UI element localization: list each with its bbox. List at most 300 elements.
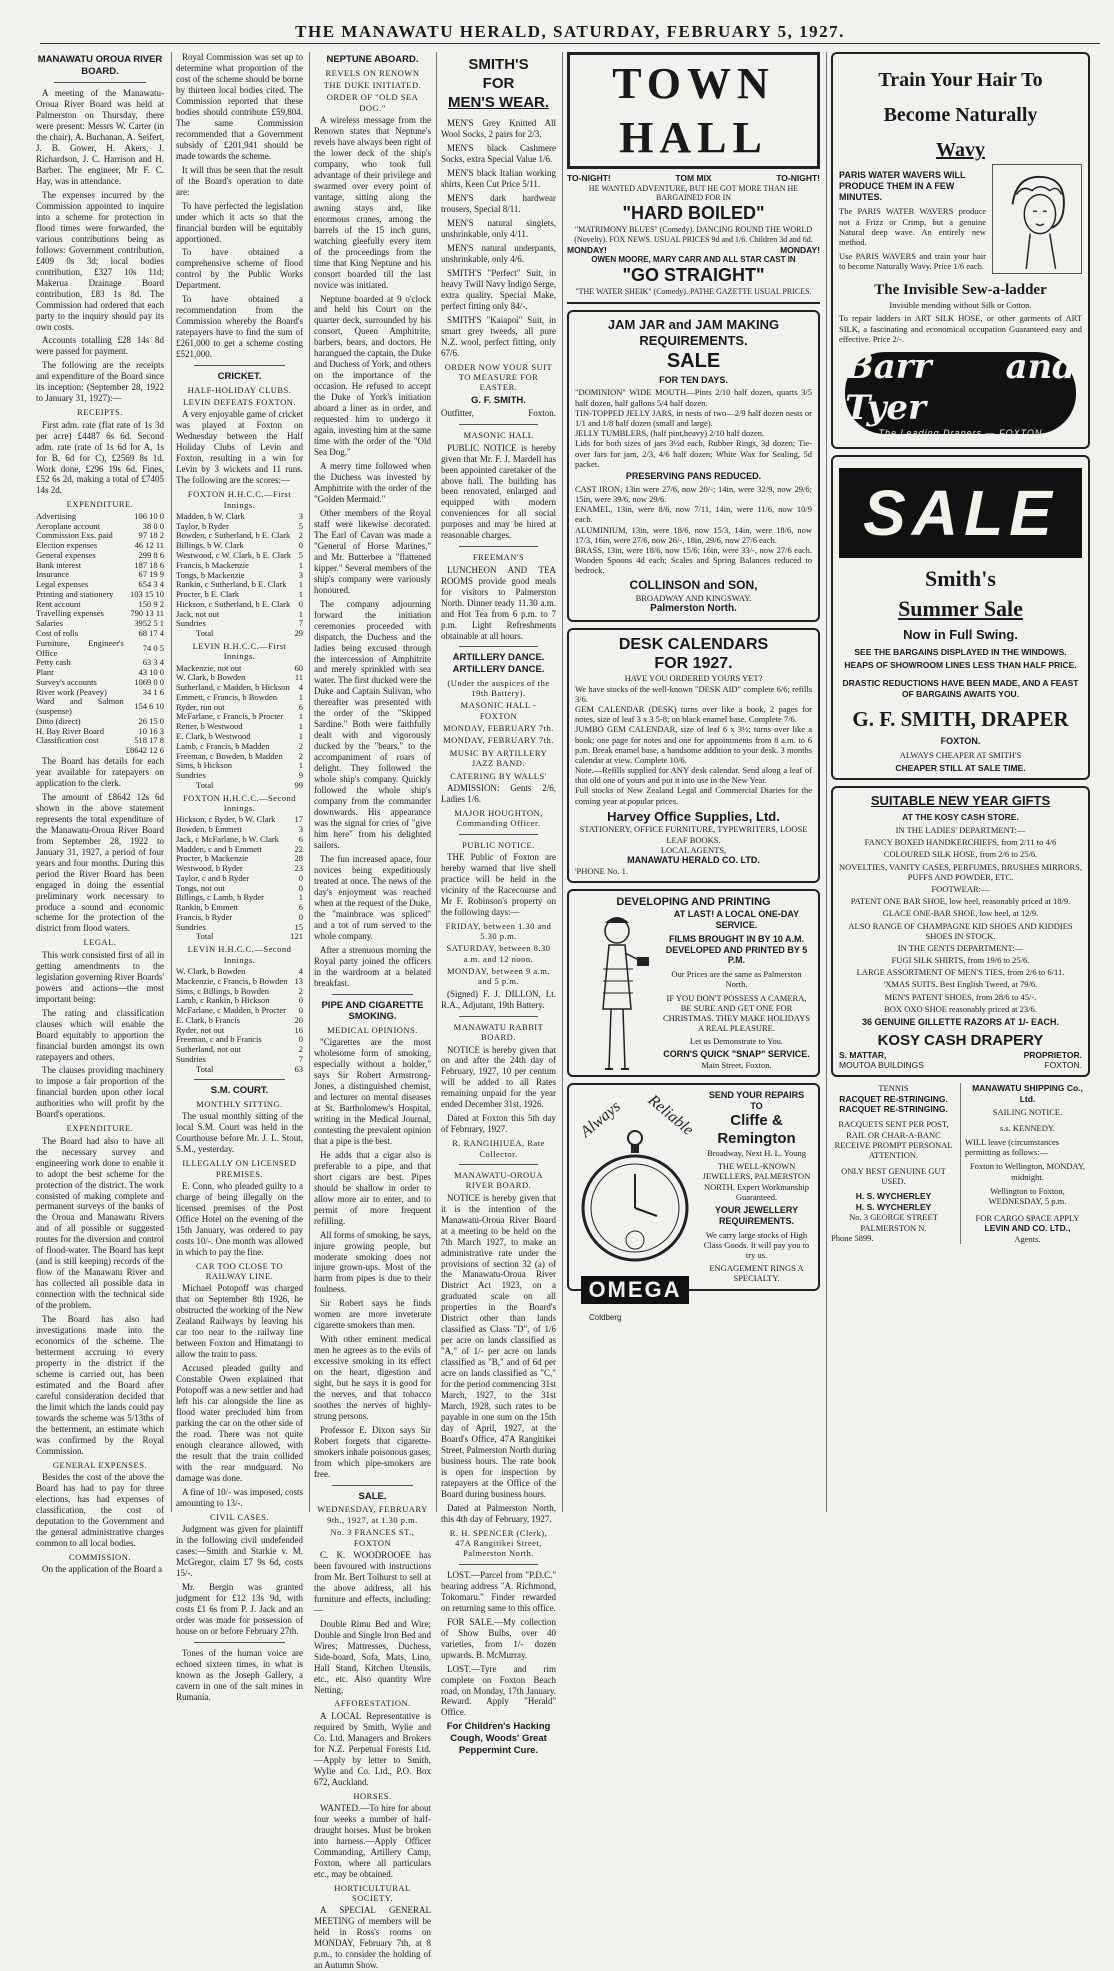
levin-heading: LEVIN DEFEATS FOXTON. — [182, 397, 297, 408]
classified-forsale: FOR SALE.—My collection of Show Bulbs, over 40 varieties, from 1/- dozen upwards. B. McMurray. — [441, 1616, 556, 1660]
runs: 4 — [298, 682, 303, 693]
divider — [459, 1016, 538, 1017]
ledger-item: Ditto (direct) — [36, 715, 81, 726]
article-paragraph: The usual monthly sitting of the local S.M. Court was held in the Courthouse before Mr. J. L. Stout, S.M., yesterday. — [176, 1111, 303, 1155]
neptune-subheading: REVELS ON RENOWN — [325, 67, 420, 78]
article-paragraph: Mr. Bergin was granted judgment for £12 13s 9d, with costs £1 6s from P. J. Jack and an order was made for possession of house on or before February 27th. — [176, 1582, 303, 1636]
batsman: Ryder, run out — [176, 701, 225, 712]
article-paragraph: A merry time followed when the Duchess was invested by Amphitrite with the order of the "Golden Mermaid." — [314, 461, 431, 504]
ledger-item: Plant — [36, 667, 54, 678]
town-hall-monday — [567, 245, 820, 255]
artillery-catering: CATERING BY WALLS' — [450, 770, 547, 781]
pocket-watch-illustration — [575, 1090, 695, 1330]
tennis-name: H. S. WYCHERLEY — [855, 1191, 932, 1202]
sale-place: No. 3 FRANCES ST., FOXTON — [330, 1527, 415, 1548]
article-paragraph: Double Rimu Bed and Wire; Double and Single Iron Bed and Wires; Mattresses, Duchess, Side-board, Sofa, Mats, Lino, Hall Stand, Kitchen Utensils, etc., etc. Also quantity Wire Netting. — [314, 1618, 431, 1695]
ledger-item: Insurance — [36, 569, 70, 580]
article-paragraph: Other members of the Royal staff were likewise decorated. The Earl of Cavan was made a "General of Horse Marines," and Mr. Butterbee a "flattened kipper." Several members of the ship's company were variously honoured. — [314, 507, 431, 595]
jam-line: ENAMEL, 13in, were 8/6, now 7/11, 14in, were 11/6, now 10/9 each. — [575, 504, 812, 525]
jam-line: JELLY TUMBLERS, (half pint,heavy) 2/10 half dozen. — [575, 428, 765, 439]
article-paragraph: Royal Commission was set up to determine what proportion of the cost of the scheme should be borne by thirteen local bodies cited. The Commission reported that these bodies should contribute £59,804. The same Commission recommended that a Government subsidy of £201,941 should be made towards the scheme. — [176, 52, 303, 161]
article-paragraph: A fine of 10/- was imposed, costs amounting to 13/-. — [176, 1486, 303, 1508]
summer-sale-line: SEE THE BARGAINS DISPLAYED IN THE WINDOWS. — [854, 646, 1067, 657]
notice-paragraph: THE Public of Foxton are hereby warned that live shell practice will be held in the vicinity of the Racecourse and Mr F. Robinson's property on the following days:— — [441, 851, 556, 917]
batsman: E. Clark, b Westwood — [176, 730, 251, 741]
smiths-item: MEN'S natural underpants, unshrinkable, only 4/6. — [441, 242, 556, 264]
sewladder-title: The Invisible Sew-a-ladder — [874, 282, 1047, 298]
oroua-board-heading: MANAWATU-OROUA RIVER BOARD. — [454, 1169, 543, 1191]
article-paragraph: This work consisted first of all in getting amendments to the legislation governing River Boards' powers and actions—the most important being: — [36, 949, 164, 1004]
smiths-item: MEN'S natural singlets, unshrinkable, only 4/11. — [441, 218, 556, 239]
ledger-amount: 518 17 8 — [134, 735, 164, 746]
ledger-amount: 34 1 6 — [142, 686, 164, 697]
gift-item: FANCY BOXED HANDKERCHIEFS, from 2/11 to 4/6 — [864, 837, 1057, 848]
gift-item: PATENT ONE BAR SHOE, low heel, reasonably priced at 18/9. — [850, 896, 1071, 907]
batsman: Sutherland, c Madden, b Hickson — [176, 682, 290, 693]
developing-title: DEVELOPING AND PRINTING — [616, 895, 771, 908]
summer-sale-title: Smith's — [925, 566, 996, 591]
jam-title: JAM JAR and JAM MAKING REQUIREMENTS. — [607, 317, 780, 349]
gf-smith-name: G. F. SMITH. — [471, 394, 526, 406]
town-hall-line: "THE WATER SHEIK" (Comedy). PATHE GAZETTE USUAL PRICES. — [575, 286, 812, 296]
gift-item: BOX OXO SHOE reasonably priced at 23/6. — [884, 1003, 1037, 1014]
developing-line: IF YOU DON'T POSSESS A CAMERA, BE SURE AND GET ONE FOR CHRISTMAS. THEY MAKE HOLIDAYS A REAL PLEASURE. — [662, 992, 811, 1034]
notice-date: Dated at Palmerston North, this 4th day of February, 1927. — [441, 1502, 556, 1524]
article-paragraph: Tones of the human voice are echoed sixteen times, in what is known as the Joseph Gallery, a cavern in one of the salt mines in Rumania. — [176, 1647, 303, 1702]
omega-line: THE WELL-KNOWN JEWELLERS, PALMERSTON NORTH. Expert Workmanship Guaranteed. — [702, 1161, 811, 1202]
article-paragraph: C. K. WOODROOFE has been favoured with instructions from Mr. Bert Tolhurst to sell at the above address, all his furniture and effects, including:— — [314, 1549, 431, 1615]
column-neptune — [309, 52, 431, 1971]
runs: 0 — [298, 598, 303, 609]
monday-label: MONDAY! — [567, 244, 607, 255]
divider — [459, 646, 538, 647]
jam-ad — [567, 310, 820, 622]
expenditure-heading-2: EXPENDITURE. — [66, 1123, 134, 1134]
scorecard — [176, 815, 303, 932]
rabbit-board-heading: MANAWATU RABBIT BOARD. — [453, 1021, 544, 1043]
desk-line: STATIONERY, OFFICE FURNITURE, TYPEWRITERS, LOOSE LEAF BOOKS. — [579, 824, 808, 845]
runs: 23 — [294, 863, 303, 874]
omega-line: ENGAGEMENT RINGS A SPECIALTY. — [709, 1263, 804, 1284]
scorecard — [176, 967, 303, 1065]
batsman: Madden, b W. Clark — [176, 510, 245, 521]
column-advertisements — [562, 52, 820, 1512]
runs: 5 — [298, 520, 303, 531]
jam-line: "DOMINION" WIDE MOUTH—Pints 2/10 half dozen, quarts 3/5 half dozen, half gallons 5/4 half dozen. — [575, 387, 812, 408]
hair-title: Become Naturally — [883, 104, 1038, 126]
runs: 0 — [298, 872, 303, 883]
gifts-store: AT THE KOSY CASH STORE. — [902, 811, 1019, 822]
kosy-address: MOUTOA BUILDINGS — [839, 1060, 924, 1070]
article-paragraph: The Board has also had investigations made into the economics of the scheme. The betterment accruing to every property in the district if the scheme is carried out, has been estimated and the Board after careful consideration decided that the limit which the lands could pay towards the scheme was 5/13ths of the betterment, an estimate which was confirmed by the Royal Commission. — [36, 1314, 164, 1456]
innings-heading: FOXTON H.H.C.C.—Second Innings. — [182, 792, 297, 813]
summer-sale-line: DRASTIC REDUCTIONS HAVE BEEN MADE, AND A FEAST OF BARGAINS AWAITS YOU. — [842, 678, 1079, 699]
masthead — [40, 22, 1100, 44]
article-paragraph: With other eminent medical men he agrees as to the evils of excessive smoking in its effect on the heart, digestion and sight, but he says it is good for the nerves, and that tobacco soothes the nerves of highly-strung persons. — [314, 1334, 431, 1422]
gift-item: LARGE ASSORTMENT OF MEN'S TIES, from 2/6 to 6/11. — [856, 967, 1065, 978]
runs: 2 — [298, 1044, 303, 1055]
sale-banner: SALE — [839, 468, 1082, 558]
summer-sale-line: HEAPS OF SHOWROOM LINES LESS THAN HALF PRICE. — [844, 660, 1077, 671]
developing-firm: CORN'S QUICK "SNAP" SERVICE. — [663, 1049, 810, 1060]
town-hall-line: HE WANTED ADVENTURE, BUT HE GOT MORE THAN HE BARGAINED FOR IN — [588, 183, 799, 203]
sale-date: WEDNESDAY, FEBRUARY 9th., 1927, at 1.30 p.m. — [317, 1504, 428, 1525]
batsman: Mackenzie, c Francis, b Bowden — [176, 975, 288, 986]
score-total-row — [176, 781, 303, 791]
batsman: Freeman, c and b Francis — [176, 1034, 262, 1045]
article-paragraph: The company adjourning forward the initiation ceremonies proceeded with dispatch, the Duchess and the ladies being excused through the intercession of Amphitrite and merely sprinkled with sea water. The first ducked were the Duke and Captain Sulivan, who thereafter was presented with the order of the "Skipped Sardine." Both were faithfully dealt with and vigorously ducked by the "bears," to the accompaniment of roars of delight. They followed the whole ship's company. Quickly followed the whole ship's company from the commander downwards. His appearance was the signal for cries of "give him here" from his delighted sailors. — [314, 598, 431, 850]
case-heading: CIVIL CASES. — [209, 1511, 270, 1522]
article-paragraph: Sir Robert says he finds women are more inveterate cigarette smokers than men. — [314, 1298, 431, 1331]
desk-question: HAVE YOU ORDERED YOURS YET? — [624, 673, 763, 684]
case-heading: CAR TOO CLOSE TO RAILWAY LINE. — [196, 1260, 283, 1282]
omega-firm: Remington — [717, 1130, 796, 1148]
shipping-ship: s.s. KENNEDY. — [999, 1123, 1056, 1134]
runs: 1 — [298, 559, 303, 570]
shipping-ad — [965, 1083, 1090, 1244]
smiths-item: MEN'S Grey Knitted All Wool Socks, 2 pairs for 2/3. — [441, 118, 556, 140]
desk-agents: LOCAL AGENTS, — [660, 844, 727, 855]
runs: 1 — [298, 691, 303, 702]
article-paragraph: On the application of the Board a — [42, 1564, 162, 1575]
order-now: ORDER NOW YOUR SUIT TO MEASURE FOR EASTER. — [444, 361, 553, 393]
ledger-item: General expenses — [36, 549, 96, 560]
runs: 11 — [294, 672, 303, 683]
bottom-ads-row — [831, 1083, 1090, 1244]
batsman: Hickson, c Ryder, b W. Clark — [176, 814, 276, 825]
hair-title: Wavy — [936, 139, 985, 161]
ledger-amount: 26 15 0 — [138, 715, 164, 726]
shipping-title: MANAWATU SHIPPING Co., Ltd. — [972, 1083, 1083, 1104]
ledger-amount: 68 17 4 — [138, 627, 164, 638]
town-hall-line: OWEN MOORE, MARY CARR AND ALL STAR CAST IN — [591, 255, 796, 265]
shipping-line: Foxton to Wellington, MONDAY, midnight. — [969, 1161, 1086, 1182]
kosy-address-line — [839, 1060, 1082, 1070]
outfitter-label: Outfitter, — [441, 408, 474, 419]
runs: 0 — [298, 995, 303, 1006]
runs: 1 — [298, 730, 303, 741]
column-drapery-ads — [826, 52, 1090, 1512]
runs: 1 — [298, 711, 303, 722]
total-runs: 99 — [294, 779, 303, 790]
article-paragraph: A SPECIAL GENERAL MEETING of members will be held in Ross's rooms on MONDAY, February 7th, at 8 p.m., to consider the holding of an Autumn Show. — [314, 1905, 431, 1971]
masonic-heading: MASONIC HALL — [463, 430, 534, 441]
article-paragraph: Michael Potopoff was charged that on September 8th 1926, he obstructed the working of the New Zealand Railways by leaving his car too near to the railway line between Foxton and Himatangi to allow the train to pass. — [176, 1283, 303, 1360]
star-name: TOM MIX — [675, 173, 712, 184]
kosy-gifts-ad — [831, 786, 1090, 1077]
ledger-item: H. Bay River Board — [36, 725, 104, 736]
gifts-gents-list — [839, 955, 1082, 1014]
article-paragraph: The amount of £8642 12s 6d shown in the above statement represents the total expenditure of the Manawatu-Oroua River Board from September 28, 1922 to January 31, 1927, a period of four years and four months. During this period the River Board has been engaged in doing the essential preliminary work necessary to produce a sound and economic scheme for the protection of the district from flood waters. — [36, 791, 164, 934]
practice-time: MONDAY, between 9 a.m. and 5 p.m. — [446, 966, 551, 987]
ledger-item: Election expenses — [36, 540, 98, 551]
tennis-title: RACQUET RE-STRINGING. — [839, 1093, 948, 1104]
batsman: Billings, c Lamb, b Ryder — [176, 892, 264, 903]
article-paragraph: A LOCAL Representative is required by Smith, Wylie and Co. Ltd. Managers and Brokers for N.Z. Perpetual Forests Ltd.—Apply by letter to Smith, Wylie and Co. Ltd., P.O. Box 672, Auckland. — [314, 1710, 431, 1787]
gifts-section-heading: FOOTWEAR:— — [931, 883, 990, 894]
batsman: McFarlane, c Madden, b Procter — [176, 1005, 286, 1016]
innings-heading: FOXTON H.H.C.C.—First Innings. — [187, 489, 292, 510]
total-runs: 121 — [290, 931, 303, 942]
smiths-title-line: SMITH'S — [468, 56, 529, 73]
divider — [194, 1079, 285, 1080]
divider — [459, 834, 538, 835]
horses-heading: HORSES. — [353, 1790, 392, 1801]
article-paragraph: The clauses providing machinery to impose a fair proportion of the financial burden upon other local authorities who will profit by the Board's operations. — [36, 1065, 164, 1120]
runs: 0 — [298, 1034, 303, 1045]
hair-line: Use PARIS WAVERS and train your hair to become Naturally Wavy. Price 1/6 each. — [839, 251, 986, 272]
article-paragraph: Judgment was given for plaintiff in the following civil undefended cases:—Smith and Starkie v. M. McGregor, claim £7 9s 6d, costs 15/-. — [176, 1524, 303, 1579]
batsman: Sutherland, not out — [176, 1044, 241, 1055]
gifts-title: SUITABLE NEW YEAR GIFTS — [870, 793, 1051, 809]
score-total-row — [176, 1065, 303, 1075]
batsman: Procter, b E. Clark — [176, 589, 240, 600]
batsman: Sims, c Billings, b Bowden — [176, 985, 270, 996]
runs: 6 — [298, 701, 303, 712]
ledger-item: Commission Exs. paid — [36, 530, 113, 541]
kosy-town: FOXTON. — [1044, 1060, 1082, 1070]
ledger-item: Furniture, Engineer's Office — [36, 637, 124, 658]
batsman: Westwood, c W. Clark, b E. Clark — [176, 550, 291, 561]
gifts-footwear-list — [839, 896, 1082, 941]
scorecard — [176, 664, 303, 781]
runs: 3 — [298, 569, 303, 580]
ledger-row — [36, 697, 164, 717]
runs: 60 — [294, 662, 303, 673]
ledger-item: Ward and Salmon (suspense) — [36, 696, 124, 717]
runs: 17 — [294, 814, 303, 825]
smiths-item: MEN'S dark hardwear trousers, Special 8/11. — [441, 193, 556, 215]
batsman: Sundries — [176, 770, 206, 781]
column-river-board — [36, 52, 164, 1575]
gifts-section-heading: IN THE LADIES' DEPARTMENT:— — [895, 825, 1026, 836]
runs: 1 — [298, 589, 303, 600]
outfitter-place: Foxton. — [528, 408, 556, 419]
tennis-phone: Phone 5899. — [831, 1232, 874, 1243]
tennis-title: TENNIS — [878, 1083, 909, 1094]
gift-item: GLACE ONE-BAR SHOE, low heel, at 12/9. — [882, 908, 1039, 919]
general-expenses-heading: GENERAL EXPENSES. — [52, 1459, 148, 1470]
divider — [459, 546, 538, 547]
omega-ad — [567, 1083, 820, 1323]
smiths-item: SMITH'S "Kaiapoi" Suit, in smart grey tweeds, all pure N.Z. wool, perfect fitting, only 67/6. — [441, 314, 556, 358]
notice-signature: R. RANGIHIUEA, Rate Collector. — [452, 1138, 545, 1159]
runs: 20 — [294, 1014, 303, 1025]
tennis-line: RACQUETS SENT PER POST, RAIL OR CHAR-A-BANC RECEIVE PROMPT PERSONAL ATTENTION. — [834, 1119, 953, 1161]
gillette-line: 36 GENUINE GILLETTE RAZORS AT 1/- EACH. — [861, 1017, 1059, 1028]
article-paragraph: Besides the cost of the above the Board has had to pay for three elections, has had expenses of classification, the cost of deputation to the Government and the general administrative charges common to all local bodies. — [36, 1472, 164, 1548]
artillery-music: MUSIC BY ARTILLERY JAZZ BAND. — [449, 747, 548, 769]
developing-line: Our Prices are the same as Palmerston North. — [671, 969, 802, 990]
desk-line: JUMBO GEM CALENDAR, size of leaf 6 x 3½; turns over like a book; one page for notes and one for appointments from 8 a.m. to 6 p.m. Break enamel base, a handsome addition to your desk. 3 months calendar at view. Complete 10/6. — [575, 724, 812, 765]
artillery-signature: MAJOR HOUGHTON, Commanding Officer. — [454, 807, 543, 829]
girl-with-camera-illustration — [575, 909, 655, 1089]
desk-phone: 'PHONE No. 1. — [575, 865, 629, 876]
jam-firm: COLLINSON and SON, — [629, 578, 758, 593]
gift-item: NOVELTIES, VANITY CASES, PERFUMES, BRUSHES MIRRORS, PUFFS AND POWDER, ETC. — [839, 861, 1083, 882]
pipe-subheading: MEDICAL OPINIONS. — [327, 1024, 418, 1035]
ledger-amount: 1069 0 0 — [134, 676, 164, 687]
smiths-title — [441, 56, 556, 112]
illustration-credit: Coldberg — [589, 1313, 622, 1323]
batsman: Bowden, c Sutherland, b E. Clark — [176, 530, 291, 541]
batsman: Procter, b Mackenzie — [176, 853, 249, 864]
artillery-date: MONDAY, FEBRUARY 7th. — [443, 723, 554, 734]
artillery-date: MONDAY, FEBRUARY 7th. — [443, 735, 554, 746]
divider — [194, 1642, 285, 1643]
hair-title: Train Your Hair To — [878, 69, 1043, 91]
score-total-row — [176, 629, 303, 639]
article-paragraph: To have obtained a comprehensive scheme of flood control by the Public Works Department. — [176, 247, 303, 291]
omega-firm: Cliffe & — [730, 1112, 783, 1130]
article-paragraph: E. Conn, who pleaded guilty to a charge of being illegally on the licensed premises of the Post Office Hotel on the evening of the 15th January, was ordered to pay costs 10/-. One month was allowed in which to pay the fine. — [176, 1180, 303, 1257]
innings-heading: LEVIN H.H.C.C.—Second Innings. — [187, 944, 292, 965]
batsman: Hickson, c Sutherland, b E. Clark — [176, 598, 291, 609]
runs: 28 — [294, 853, 303, 864]
runs: 6 — [298, 833, 303, 844]
runs: 3 — [298, 510, 303, 521]
runs: 1 — [298, 608, 303, 619]
neptune-subheading: ORDER OF "OLD SEA DOG." — [326, 92, 419, 113]
gf-smith-draper: G. F. SMITH, DRAPER — [852, 706, 1069, 731]
tennis-line: ONLY BEST GENUINE GUT USED. — [841, 1165, 946, 1187]
ledger-amount: 654 3 4 — [138, 579, 164, 590]
ledger-amount: 46 12 11 — [134, 540, 164, 551]
tonight-label: TO-NIGHT! — [776, 173, 820, 184]
always-text: Always — [577, 1098, 624, 1142]
runs: 0 — [298, 1005, 303, 1016]
ledger-item: Aeroplane account — [36, 520, 100, 531]
batsman: Billings, b W. Clark — [176, 540, 244, 551]
jam-line: ALUMINIUM, 13in, were 18/6, now 15/3, 14in, were 18/6, now 17/3, 16in, were 27/6, now 26/-, 18in, 29/6, now 27/6 each. — [575, 524, 812, 545]
masthead-title: THE MANAWATU HERALD, SATURDAY, FEBRUARY 5, 1927. — [295, 22, 845, 41]
batsman: Sundries — [176, 1053, 206, 1064]
barr-signature: Barr and Tyer — [845, 346, 1076, 428]
feature-title: "GO STRAIGHT" — [622, 264, 765, 285]
afforestation-heading: AFFORESTATION. — [334, 1698, 411, 1709]
total-label: Total — [196, 1063, 214, 1074]
ledger-amount: 150 9 2 — [138, 598, 164, 609]
barr-tagline: The Leading Drapers — FOXTON — [878, 428, 1043, 439]
kosy-firm: KOSY CASH DRAPERY — [877, 1031, 1044, 1049]
jam-line: CAST IRON, 13in were 27/6, now 20/-; 14in, were 32/9, now 29/6; 15in, were 39/6, now 29/6. — [575, 483, 812, 504]
notice-paragraph: NOTICE is hereby given that it is the intention of the Manawatu-Oroua River Board at a meeting to be held on the 7th March 1927, to make an administrative rate under the provisions of section 32 (a) of the Manawatu-Oroua River District Act 1923, on a graduated scale on all properties in the Board's District other than lands classified as Class "D", of 1/6 per acre on lands classified as "A," of 1/- per acre on lands classified as "B," and of 6d per acre on lands classified as "C," for the period commencing 31st March, 1927, to the 31st March, 1928, such rates to be payable in one sum on the 15th day of April, 1927, at the Board's Office, 47A Rangitikei Street, Palmerston North during business hours. The rate book is open for inspection by ratepayers at the Office of the Board during business hours. — [441, 1192, 556, 1499]
horticultural-heading: HORTICULTURAL SOCIETY. — [334, 1882, 411, 1904]
divider — [194, 365, 285, 366]
runs: 0 — [298, 540, 303, 551]
article-paragraph: It will thus be seen that the result of the Board's operation to date are: — [176, 164, 303, 197]
omega-brand: OMEGA — [588, 1277, 682, 1303]
batsman: Tongs, not out — [176, 882, 225, 893]
summer-sale-swing: Now in Full Swing. — [903, 627, 1018, 643]
summer-sale-town: FOXTON. — [940, 736, 981, 747]
runs: 7 — [298, 1053, 303, 1064]
article-paragraph: Accounts totalling £28 14s 8d were passed for payment. — [36, 335, 164, 357]
desk-line: Note.—Refills supplied for ANY desk calendar. Send along a leaf of that old one of yours and put it into use in the New Year. — [575, 765, 812, 786]
runs: 2 — [298, 985, 303, 996]
ledger-amount: 10 16 3 — [138, 725, 164, 736]
runs: 4 — [298, 965, 303, 976]
ledger-amount: 790 13 11 — [130, 608, 164, 619]
total-runs: 63 — [294, 1063, 303, 1074]
score-total-row — [176, 932, 303, 942]
ledger-item: Travelling expenses — [36, 608, 104, 619]
runs: 2 — [298, 750, 303, 761]
smiths-summer-sale-ad — [831, 455, 1090, 780]
smiths-title-line: MEN'S WEAR. — [447, 93, 550, 111]
divider — [332, 1485, 413, 1486]
shipping-sub: SAILING NOTICE. — [992, 1106, 1063, 1117]
notice-paragraph: NOTICE is hereby given that on and after the 24th day of February, 1927, 10 per centum will be added to all Rates remaining unpaid for the year ended December 31st, 1926. — [441, 1044, 556, 1110]
practice-time: FRIDAY, between 1.30 and 5.30 p.m. — [445, 920, 552, 942]
tennis-name: H. S. WYCHERLEY — [855, 1201, 932, 1212]
ledger-total: £8642 12 6 — [125, 745, 164, 756]
notice-paragraph: PUBLIC NOTICE is hereby given that Mr. F. J. Mardell has been appointed caretaker of the above hall. The building has been renovated, enlarged and equipped with modern conveniences for all social purposes and may be hired at reasonable charges. — [441, 442, 556, 541]
omega-address: Broadway, Next H. L. Young — [706, 1148, 807, 1159]
woods-cure: For Children's Hacking Cough, Woods' Great Peppermint Cure. — [446, 1721, 551, 1756]
batsman: Ryder, not out — [176, 1024, 225, 1035]
pans-heading: PRESERVING PANS REDUCED. — [625, 470, 762, 481]
batsman: Taylor, c and b Ryder — [176, 872, 250, 883]
article-paragraph: Accused pleaded guilty and Constable Owen explained that Potopoff was a new settler and had left his car alongside the line as flood water precluded him from parking the car on the other side of the road. There was not quite enough clearance allowed, with the result that the train collided with the rear mudguard. No damage was done. — [176, 1363, 303, 1483]
article-paragraph: The expenses incurred by the Commission appointed to inquire into a scheme for protection in flood times were forwarded, the various contributions being as follows: Government contribution, £409 0s 3d; local bodies contribution, £327 10s 11d; Makerua Drainage Board contribution, £83 1s 8d. The Commission had ordered that each party to the inquiry should pay its own costs. — [36, 189, 164, 332]
summer-sale-title: Summer Sale — [898, 595, 1023, 621]
receipts-heading: RECEIPTS. — [77, 407, 123, 418]
court-subheading: MONTHLY SITTING. — [196, 1098, 283, 1109]
runs: 0 — [298, 911, 303, 922]
notice-signature: R. H. SPENCER (Clerk), 47A Rangitikei Street, Palmerston North. — [449, 1527, 548, 1559]
ledger-row — [36, 639, 164, 659]
reliable-text: Reliable — [644, 1092, 697, 1140]
case-heading: ILLEGALLY ON LICENSED PREMISES. — [182, 1158, 297, 1179]
runs: 1 — [298, 579, 303, 590]
desk-line: GEM CALENDAR (DESK) turns over like a book, 2 pages for notes, size of leaf 3 x 3 5-8; on black enamel base. Complete 7/6. — [575, 703, 812, 725]
batsman: Sundries — [176, 921, 206, 932]
summer-sale-line: CHEAPER STILL AT SALE TIME. — [895, 763, 1026, 774]
shipping-line: LEVIN AND CO. LTD., — [984, 1223, 1071, 1234]
batsman: Francis, b Ryder — [176, 911, 233, 922]
runs: 2 — [298, 530, 303, 541]
ledger-item: Salaries — [36, 618, 63, 629]
ledger-item: Rent account — [36, 598, 81, 609]
notice-date: Dated at Foxton this 5th day of February, 1927. — [441, 1113, 556, 1135]
ledger-amount: 187 18 6 — [134, 559, 164, 570]
ledger-amount: 3952 5 1 — [134, 618, 164, 629]
ledger-amount: 299 8 6 — [138, 549, 164, 560]
batsman: Bowden, b Emmett — [176, 824, 242, 835]
expenditure-heading: EXPENDITURE. — [66, 499, 134, 510]
batsman: Rankin, c Sutherland, b E. Clark — [176, 579, 287, 590]
pipe-heading: PIPE AND CIGARETTE SMOKING. — [321, 999, 424, 1023]
batsman: Lamb, c Rankin, b Hickson — [176, 995, 270, 1006]
shipping-line: Agents. — [1014, 1233, 1041, 1244]
gift-item: ALSO RANGE OF CHAMPAGNE KID SHOES AND KIDDIES SHOES IN STOCK. — [848, 920, 1073, 941]
divider — [567, 302, 820, 304]
batsman: Retter, b Westwood — [176, 721, 243, 732]
article-paragraph: He adds that a cigar also is preferable to a pipe, and that short cigars are best. Pipes should be shallow in order to allow more air to enter, and to permit of more frequent refilling. — [314, 1149, 431, 1226]
runs: 5 — [298, 550, 303, 561]
practice-time: SATURDAY, between 8.30 a.m. and 12 noon. — [446, 943, 551, 964]
ledger-item: Printing and stationery — [36, 588, 114, 599]
sewladder-line: Invisible mending without Silk or Cotton. — [889, 300, 1032, 311]
column-smiths-notices — [436, 52, 556, 1756]
cricket-heading: CRICKET. — [217, 371, 262, 383]
article-paragraph: A wireless message from the Renown states that Neptune's revels have always been right of the lower deck of the ship's company, who took full advantage of their privilege and swarmed over every point of vantage, sitting along the awning stays and, like enormous cranes, among the barrels of the 15 inch guns, watching gleefully every item of the proceedings from the time that King Neptune and his consort boarded till the last novice was initiated. — [314, 115, 431, 290]
tennis-address: No. 3 GEORGE STREET PALMERSTON N. — [849, 1212, 938, 1233]
runs: 2 — [298, 740, 303, 751]
developing-address: Main Street, Foxton. — [701, 1060, 772, 1071]
ledger-item: Classification cost — [36, 735, 99, 746]
